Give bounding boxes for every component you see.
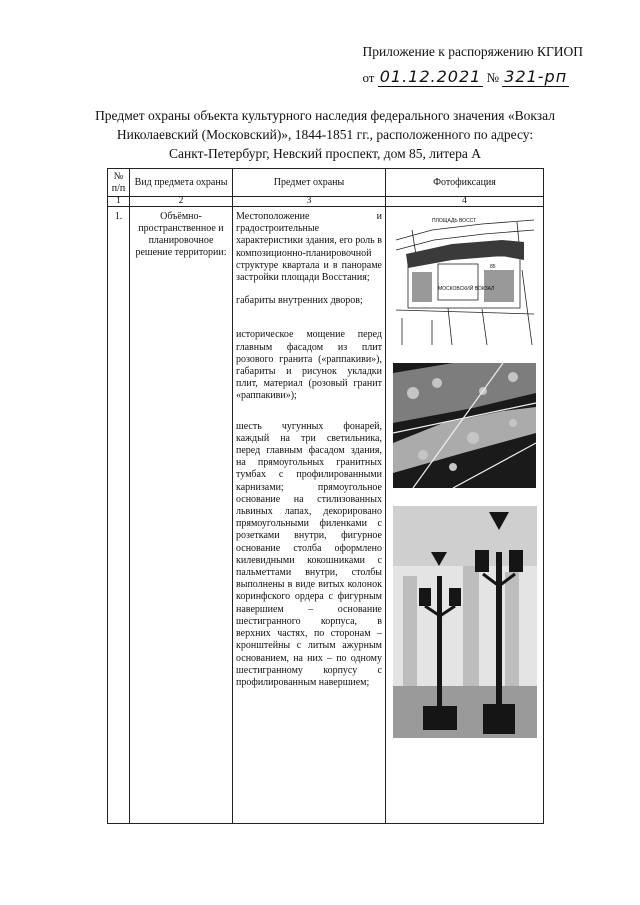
title-line-2: Николаевский (Московский)», 1844-1851 гг., расположенного по адресу:	[116, 127, 534, 142]
table-row	[108, 207, 544, 824]
title-line-3: Санкт-Петербург, Невский проспект, дом 85, литера А	[169, 146, 481, 161]
row-photos	[386, 207, 544, 824]
order-number: 321-рп	[504, 67, 568, 86]
header-subject: Предмет охраны	[233, 169, 386, 197]
document-title	[95, 106, 555, 163]
header-photo: Фотофиксация	[386, 169, 544, 197]
title-line-1: Предмет охраны объекта культурного наследия федерального значения «Вокзал	[95, 108, 555, 123]
header-index: № п/п	[108, 169, 130, 197]
number-label: №	[486, 70, 499, 85]
site-plan-photo	[392, 210, 538, 345]
col-number: 4	[386, 197, 544, 207]
subject-item-lanterns: шесть чугунных фонарей, каждый на три светильника, перед главным фасадом здания, на прямоугольных гранитных тумбах с профилированными карнизами; прямоугольное основание на стилизованных львиных лапах, декорировано прямоугольными филенками с розетками внутри, фигурное основание столба оформлено килевидными кокошниками с пальметтами внутри, столбы выполнены в виде витых колонок коринфского ордера с фигурным навершием – основание шестигранного корпуса, в верхних частях, по сторонам – кронштейны с литым ажурным основанием, на них – по одному шестигранному корпусу с профилированным навершием;	[236, 420, 382, 688]
row-index: 1.	[108, 207, 130, 824]
order-date: 01.12.2021	[379, 67, 482, 86]
plan-label-station: МОСКОВСКИЙ ВОКЗАЛ	[437, 286, 494, 292]
row-subject	[233, 207, 386, 824]
from-label: от	[362, 70, 375, 85]
col-number: 3	[233, 197, 386, 207]
appendix-caption: Приложение к распоряжению КГИОП	[362, 44, 583, 59]
column-number-row	[108, 197, 544, 207]
header-kind: Вид предмета охраны	[130, 169, 233, 197]
lanterns-photo	[393, 506, 537, 738]
appendix-date-line	[362, 67, 583, 86]
subject-item-location: Местоположение и градостроительные характеристики здания, его роль в композиционно-планировочной структуре квартала и в панораме застройки площади Восстания;	[236, 211, 382, 284]
row-kind: Объёмно-пространственное и планировочное решение территории:	[130, 207, 233, 824]
col-number: 1	[108, 197, 130, 207]
subject-item-paving: историческое мощение перед главным фасадом из плит розового гранита («раппакиви»), габариты и рисунок укладки плит, материал (розовый гранит «раппакиви»);	[236, 329, 382, 402]
header-row	[108, 169, 544, 197]
plan-label-square: ПЛОЩАДЬ ВОССТ	[431, 218, 476, 224]
appendix-block	[362, 44, 583, 86]
paving-photo	[393, 363, 536, 488]
subject-item-courtyards: габариты внутренних дворов;	[236, 295, 363, 307]
plan-label-number: 85	[489, 264, 496, 270]
col-number: 2	[130, 197, 233, 207]
protection-table	[107, 168, 544, 824]
